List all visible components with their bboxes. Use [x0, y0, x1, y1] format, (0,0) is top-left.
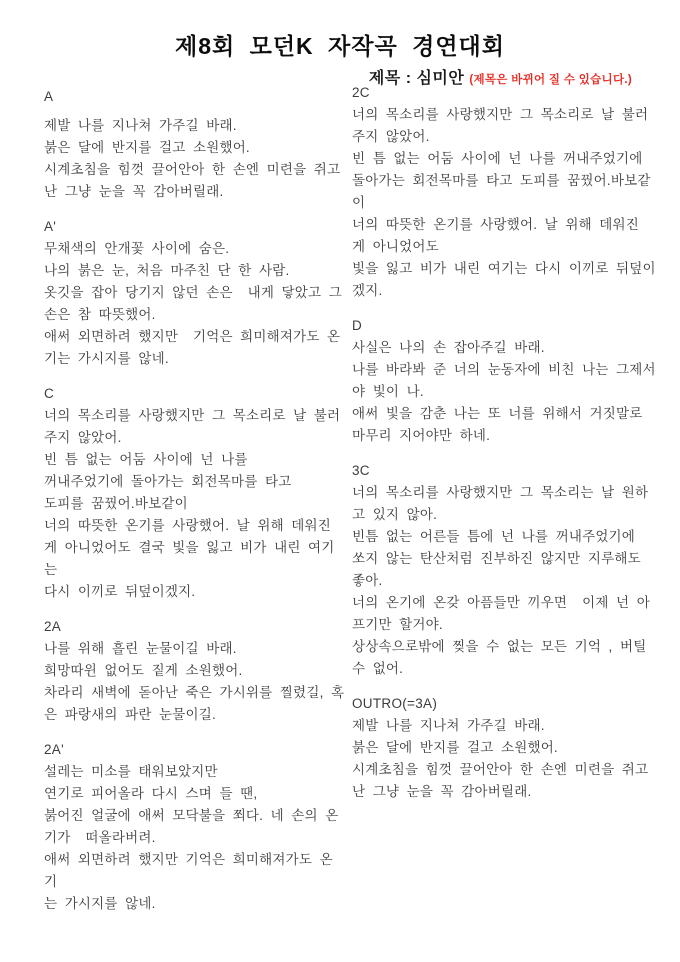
- section-header: A': [44, 219, 57, 234]
- lyric-line: 너의 목소리를 사랑했지만 그 목소리로 날 불러: [352, 107, 649, 122]
- lyric-line: 붉은 달에 반지를 걸고 소원했어.: [352, 740, 558, 755]
- lyric-line: 옷깃을 잡아 당기지 않던 손은 내게 닿았고 그: [44, 285, 342, 300]
- lyrics-column-right: [352, 82, 666, 816]
- lyric-line: 수 없어.: [352, 661, 404, 676]
- lyric-line: 빈 틈 없는 어둠 사이에 넌 나를: [44, 452, 248, 467]
- lyric-line: 설레는 미소를 태워보았지만: [44, 764, 218, 779]
- lyric-line: 너의 따뜻한 온기를 사랑했어. 날 위해 데워진: [352, 217, 639, 232]
- section-header: OUTRO(=3A): [352, 696, 438, 711]
- lyric-line: 애써 빛을 감춘 나는 또 너를 위해서 거짓말로: [352, 406, 643, 421]
- lyric-line: 나를 위해 흘린 눈물이길 바래.: [44, 641, 237, 656]
- lyric-section: [44, 739, 346, 915]
- section-header: C: [44, 386, 55, 401]
- lyric-line: 기는 가시지를 않네.: [44, 351, 169, 366]
- lyric-line: 빈 틈 없는 어둠 사이에 넌 나를 꺼내주었기에: [352, 151, 643, 166]
- lyric-section: [44, 383, 346, 603]
- lyric-line: 꺼내주었기에 돌아가는 회전목마를 타고: [44, 474, 292, 489]
- lyric-line: 쏘지 않는 탄산처럼 진부하진 않지만 지루해도: [352, 551, 641, 566]
- lyric-section: [352, 460, 666, 680]
- lyric-line: 시계초침을 힘껏 끌어안아 한 손엔 미련을 쥐고: [352, 762, 649, 777]
- lyric-line: 다시 이끼로 뒤덮이겠지.: [44, 584, 196, 599]
- lyric-section: [352, 315, 666, 447]
- lyric-line: 마무리 지어야만 하네.: [352, 428, 491, 443]
- lyric-line: 빛을 잃고 비가 내린 여기는 다시 이끼로 뒤덮이: [352, 261, 656, 276]
- section-header: 2A: [44, 619, 62, 634]
- lyric-line: 좋아.: [352, 573, 383, 588]
- lyrics-column-left: [44, 86, 346, 928]
- section-header: 3C: [352, 463, 370, 478]
- lyric-line: 너의 따뜻한 온기를 사랑했어. 날 위해 데워진: [44, 518, 331, 533]
- lyric-line: 이: [352, 195, 366, 210]
- lyric-line: 너의 온기에 온갖 아픔들만 끼우면 이제 넌 아: [352, 595, 650, 610]
- lyric-line: 프기만 할거야.: [352, 617, 443, 632]
- document-title: 제8회 모던K 자작곡 경연대회: [175, 33, 505, 59]
- lyric-line: 무채색의 안개꽃 사이에 숨은.: [44, 241, 230, 256]
- lyric-section: [44, 216, 346, 370]
- lyric-line: 는 가시지를 않네.: [44, 896, 156, 911]
- lyric-line: 주지 않았어.: [44, 430, 122, 445]
- section-header: 2C: [352, 85, 370, 100]
- lyric-line: 난 그냥 눈을 꼭 감아버릴래.: [352, 784, 532, 799]
- lyric-line: 너의 목소리를 사랑했지만 그 목소리로 날 불러: [44, 408, 341, 423]
- section-header: D: [352, 318, 363, 333]
- lyric-line: 상상속으로밖에 찢을 수 없는 모든 기억 , 버틸: [352, 639, 647, 654]
- lyric-line: 도피를 꿈꿨어.바보같이: [44, 496, 188, 511]
- lyric-line: 제발 나를 지나쳐 가주길 바래.: [44, 118, 237, 133]
- lyric-line: 나를 바라봐 준 너의 눈동자에 비친 나는 그제서: [352, 362, 656, 377]
- lyric-line: 고 있지 않아.: [352, 507, 438, 522]
- song-title-label: 제목 : 심미안: [368, 70, 465, 87]
- lyric-line: 희망따윈 없어도 짙게 소원했어.: [44, 663, 243, 678]
- section-header: 2A': [44, 742, 64, 757]
- lyric-line: 제발 나를 지나쳐 가주길 바래.: [352, 718, 545, 733]
- lyric-line: 사실은 나의 손 잡아주길 바래.: [352, 340, 545, 355]
- lyric-line: 난 그냥 눈을 꼭 감아버릴래.: [44, 184, 224, 199]
- section-header: A: [44, 89, 54, 104]
- lyric-line: 겠지.: [352, 283, 383, 298]
- lyric-line: 은 파랑새의 파란 눈물이길.: [44, 707, 216, 722]
- lyric-line: 붉어진 얼굴에 애써 모닥불을 쬐다. 네 손의 온: [44, 808, 339, 823]
- lyric-section: [352, 693, 666, 803]
- lyric-section: [44, 86, 346, 203]
- lyric-line: 주지 않았어.: [352, 129, 430, 144]
- lyric-line: 애써 외면하려 했지만 기억은 희미해져가도 온: [44, 329, 341, 344]
- lyric-line: 연기로 피어올라 다시 스며 들 땐,: [44, 786, 258, 801]
- lyric-line: 붉은 달에 반지를 걸고 소원했어.: [44, 140, 250, 155]
- lyric-line: 게 아니었어도 결국 빛을 잃고 비가 내린 여기는: [44, 540, 335, 577]
- lyric-line: 기가 떠올라버려.: [44, 830, 156, 845]
- lyric-line: 애써 외면하려 했지만 기억은 희미해져가도 온기: [44, 852, 333, 889]
- lyric-line: 게 아니었어도: [352, 239, 439, 254]
- lyric-line: 야 빛이 나.: [352, 384, 424, 399]
- lyric-line: 나의 붉은 눈, 처음 마주친 단 한 사람.: [44, 263, 290, 278]
- lyric-line: 손은 참 따뜻했어.: [44, 307, 156, 322]
- lyric-line: 빈틈 없는 어른들 틈에 넌 나를 꺼내주었기에: [352, 529, 636, 544]
- lyric-line: 시계초침을 힘껏 끌어안아 한 손엔 미련을 쥐고: [44, 162, 341, 177]
- lyric-section: [352, 82, 666, 302]
- song-title-note: (제목은 바뀌어 질 수 있습니다.): [469, 74, 632, 86]
- lyric-section: [44, 616, 346, 726]
- lyric-line: 차라리 새벽에 돋아난 죽은 가시위를 찔렸길, 혹: [44, 685, 345, 700]
- lyric-line: 너의 목소리를 사랑했지만 그 목소리는 날 원하: [352, 485, 649, 500]
- lyric-line: 돌아가는 회전목마를 타고 도피를 꿈꿨어.바보같: [352, 173, 651, 188]
